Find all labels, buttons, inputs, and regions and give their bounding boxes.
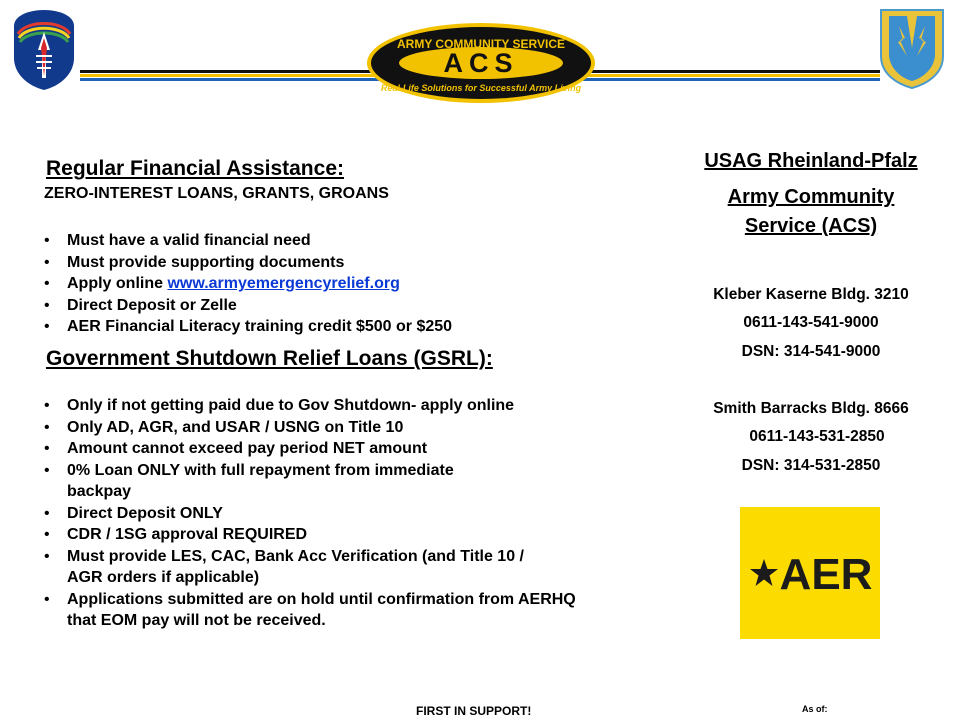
acs-logo [365, 21, 597, 105]
acs-logo-arc-text: ARMY COMMUNITY SERVICE [396, 37, 566, 51]
regular-assistance-list [44, 230, 524, 338]
list-item: • Must provide supporting documents [44, 252, 524, 274]
list-item: • AER Financial Literacy training credit $500 or $250 [44, 316, 524, 338]
gsrl-title: Government Shutdown Relief Loans (GSRL): [46, 347, 493, 370]
list-item: • Amount cannot exceed pay period NET amount [44, 438, 584, 460]
list-item: • Apply online www.armyemergencyrelief.org [44, 273, 524, 295]
list-item: • Direct Deposit or Zelle [44, 295, 524, 317]
usareur-patch-icon [12, 8, 76, 92]
aer-logo [740, 507, 880, 639]
acs-name-line2: Service (ACS) [744, 215, 878, 237]
footer-slogan: FIRST IN SUPPORT! [416, 704, 532, 718]
smith-location: Smith Barracks Bldg. 8666 [713, 400, 909, 417]
regular-assistance-subtitle: ZERO-INTEREST LOANS, GRANTS, GROANS [44, 185, 389, 202]
acs-name-line1: Army Community [727, 186, 895, 208]
list-item: • Must have a valid financial need [44, 230, 524, 252]
aer-logo-graphic [740, 507, 880, 639]
list-item: • CDR / 1SG approval REQUIRED [44, 524, 584, 546]
regular-assistance-title: Regular Financial Assistance: [46, 157, 344, 180]
smith-phone: 0611-143-531-2850 [749, 428, 885, 445]
list-item: • Applications submitted are on hold until confirmation from AERHQ that EOM pay will not be received. [44, 589, 577, 632]
signal-brigade-patch-icon [879, 8, 945, 90]
aer-logo-text: AER [779, 550, 873, 599]
garrison-name: USAG Rheinland-Pfalz [704, 150, 918, 172]
list-item: • Only if not getting paid due to Gov Shutdown- apply online [44, 395, 584, 417]
list-item: • Direct Deposit ONLY [44, 503, 584, 525]
list-item: • Only AD, AGR, and USAR / USNG on Title 10 [44, 417, 584, 439]
kleber-location: Kleber Kaserne Bldg. 3210 [713, 286, 909, 303]
kleber-dsn: DSN: 314-541-9000 [741, 343, 881, 360]
gsrl-list [44, 395, 584, 632]
aer-website-link[interactable]: www.armyemergencyrelief.org [167, 275, 400, 292]
kleber-phone: 0611-143-541-9000 [743, 314, 879, 331]
acs-logo-center-text: ACS [443, 48, 519, 78]
list-item: • 0% Loan ONLY with full repayment from immediate backpay [44, 460, 507, 503]
acs-logo-tagline: Real-Life Solutions for Successful Army Living [380, 83, 582, 93]
smith-dsn: DSN: 314-531-2850 [741, 457, 881, 474]
footer-as-of: As of: [802, 704, 828, 714]
list-item: • Must provide LES, CAC, Bank Acc Verification (and Title 10 / AGR orders if applicable) [44, 546, 557, 589]
